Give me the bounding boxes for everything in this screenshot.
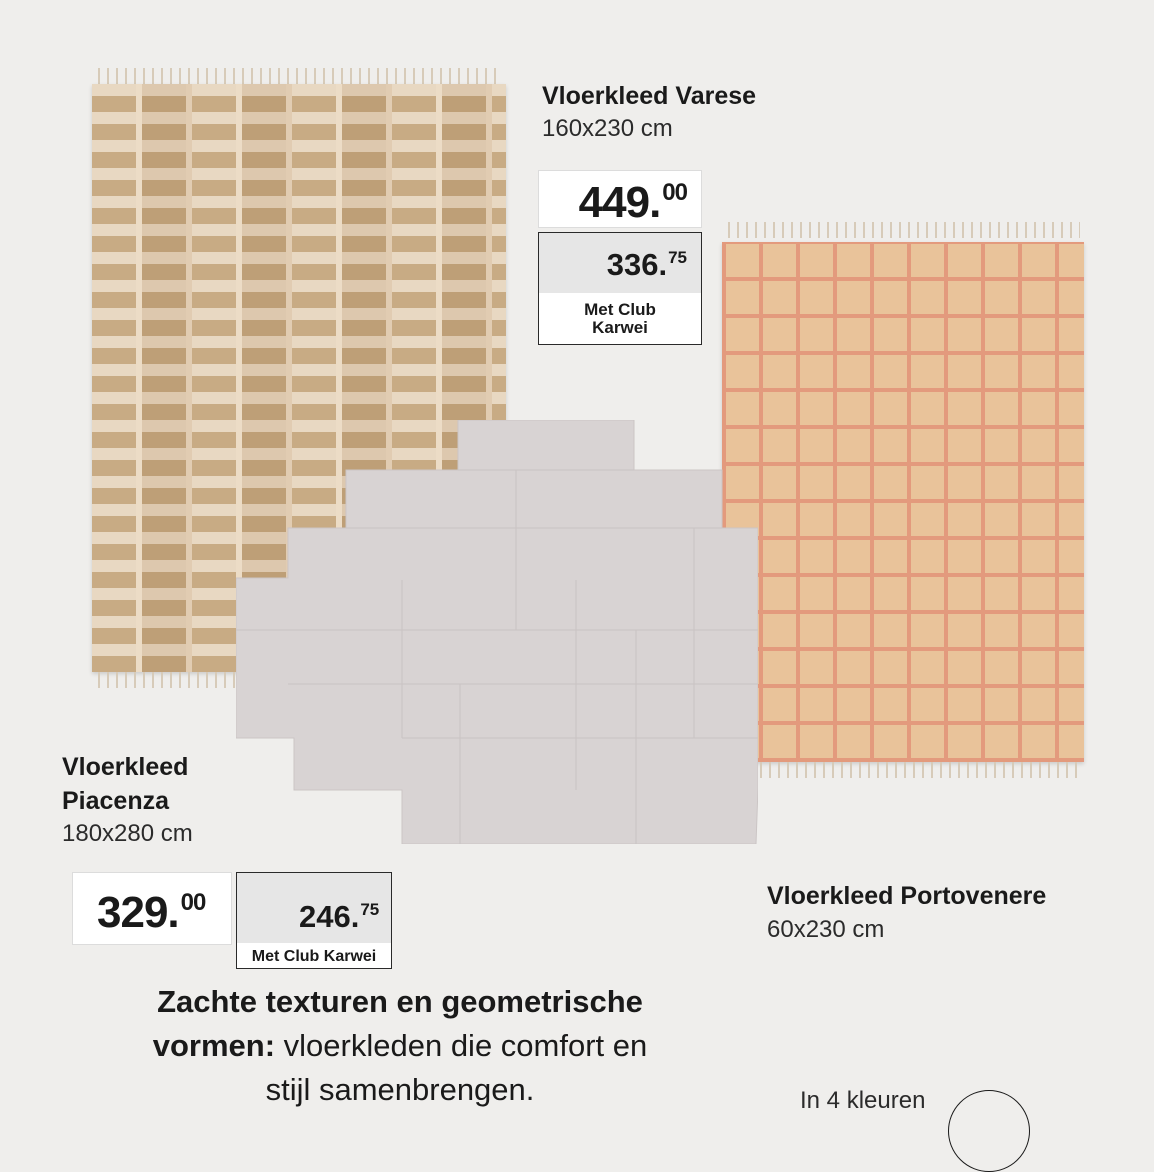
price-whole: 329. (97, 888, 179, 937)
colors-note: In 4 kleuren (800, 1087, 926, 1114)
product-title-piacenza (62, 750, 188, 818)
portovenere-bottom-fringe (724, 762, 1082, 778)
rug-image-portovenere (722, 242, 1084, 762)
club-label-varese (539, 301, 701, 337)
rug-image-piacenza (236, 420, 758, 844)
headline (100, 980, 700, 1112)
product-size-varese: 160x230 cm (542, 115, 673, 142)
product-size-portovenere: 60x230 cm (767, 916, 885, 943)
product-title-line1: Vloerkleed (62, 753, 189, 781)
price-box-varese (538, 170, 702, 228)
headline-bold-line1: Zachte texturen en geometrische (157, 984, 643, 1019)
price-box-piacenza (72, 872, 232, 945)
headline-regular-line2: vloerkleden die comfort en (275, 1028, 648, 1063)
product-title-varese: Vloerkleed Varese (542, 82, 757, 110)
product-title-portovenere: Vloerkleed Portovenere (767, 882, 1047, 910)
product-size-piacenza: 180x280 cm (62, 820, 193, 847)
club-price-whole: 336. (606, 247, 668, 282)
club-price-piacenza (299, 901, 379, 932)
varese-top-fringe (98, 68, 500, 84)
product-title-line2: Piacenza (62, 787, 170, 815)
club-price-cents: 75 (668, 248, 687, 267)
club-price-whole: 246. (299, 899, 360, 934)
portovenere-top-fringe (728, 222, 1080, 238)
swatch-circle-icon (948, 1090, 1030, 1172)
price-whole: 449. (578, 178, 661, 227)
club-price-varese (607, 249, 687, 280)
club-label-line2: Karwei (592, 318, 648, 337)
price-varese (578, 178, 687, 227)
varese-bottom-fringe (98, 672, 238, 688)
price-cents: 00 (662, 179, 687, 206)
price-piacenza (97, 888, 206, 937)
club-price-box-piacenza (236, 872, 392, 969)
club-label-piacenza: Met Club Karwei (251, 948, 377, 965)
club-price-box-varese (538, 232, 702, 345)
headline-bold-line2: vormen: (152, 1028, 276, 1063)
club-label-line1: Met Club (584, 300, 656, 319)
price-cents: 00 (180, 889, 206, 916)
club-price-cents: 75 (360, 900, 380, 919)
headline-regular-line3: stijl samenbrengen. (265, 1072, 535, 1107)
